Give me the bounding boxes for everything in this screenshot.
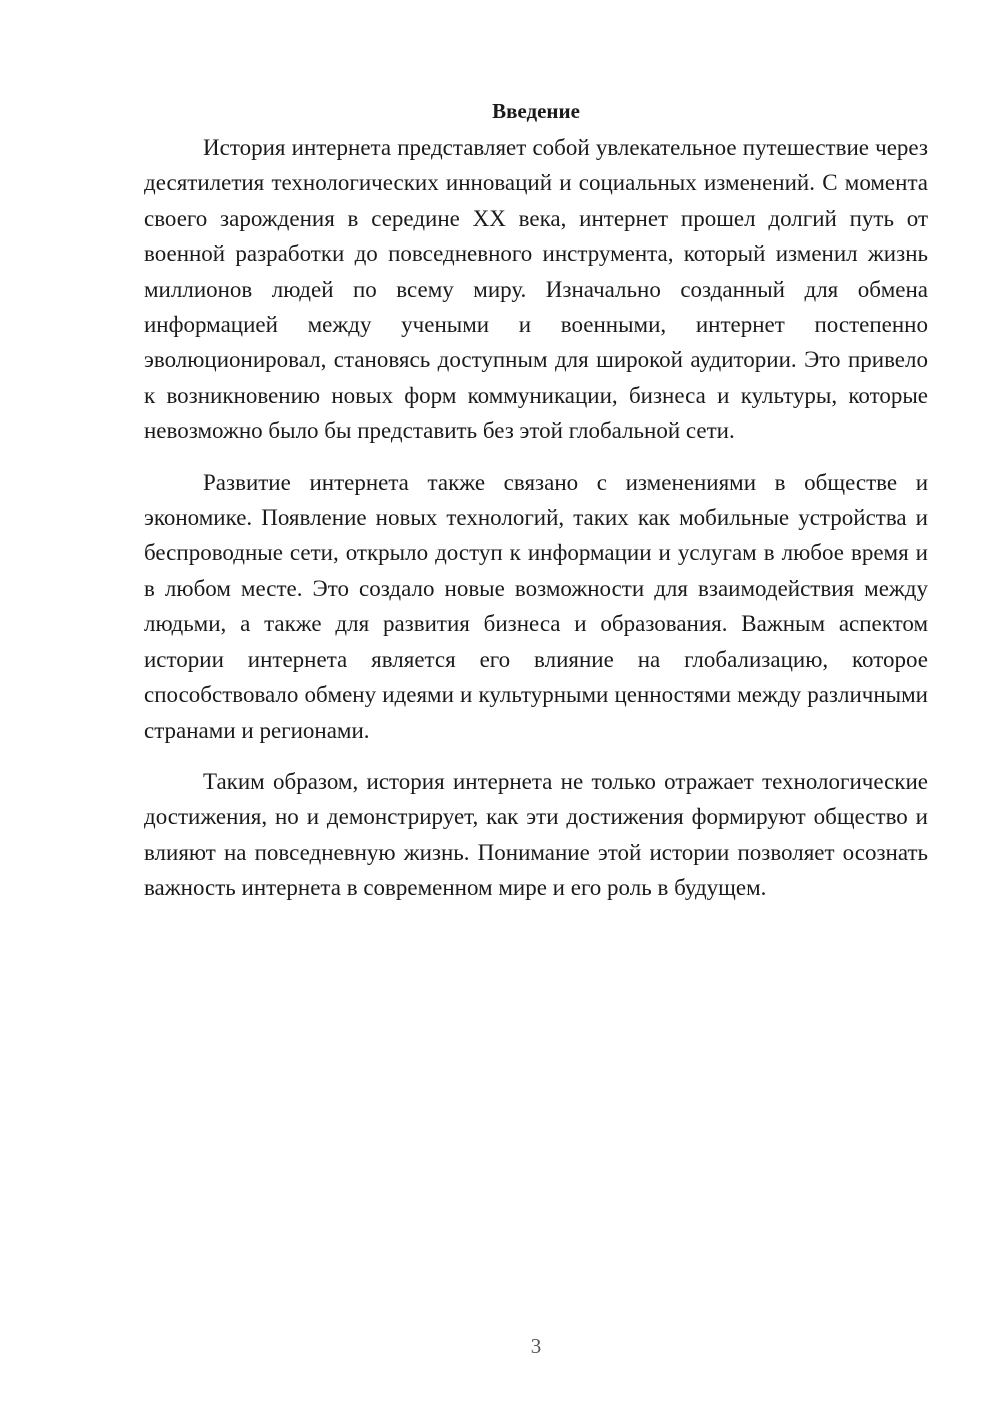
page-number: 3: [530, 1334, 542, 1358]
section-heading: Введение: [492, 99, 580, 123]
paragraph-1: История интернета представляет собой увлекательное путешествие через десятилетия технологических инноваций и социальных изменений. С момента своего зарождения в середине XX века, интернет прошел долгий путь от военной разработки до повседневного инструмента, который изменил жизнь миллионов людей по всему миру. Изначально созданный для обмена информацией между учеными и военными, интернет постепенно эволюционировал, становясь доступным для широкой аудитории. Это привело к возникновению новых форм коммуникации, бизнеса и культуры, которые невозможно было бы представить без этой глобальной сети.: [144, 135, 928, 444]
paragraph-3: Таким образом, история интернета не только отражает технологические достижения, но и демонстрирует, как эти достижения формируют общество и влияют на повседневную жизнь. Понимание этой истории позволяет осознать важность интернета в современном мире и его роль в будущем.: [144, 768, 928, 901]
page-content: [144, 96, 928, 922]
paragraph-2: Развитие интернета также связано с изменениями в обществе и экономике. Появление новых технологий, таких как мобильные устройства и беспроводные сети, открыло доступ к информации и услугам в любое время и в любом месте. Это создало новые возможности для взаимодействия между людьми, а также для развития бизнеса и образования. Важным аспектом истории интернета является его влияние на глобализацию, которое способствовало обмену идеями и культурными ценностями между различными странами и регионами.: [144, 469, 928, 743]
